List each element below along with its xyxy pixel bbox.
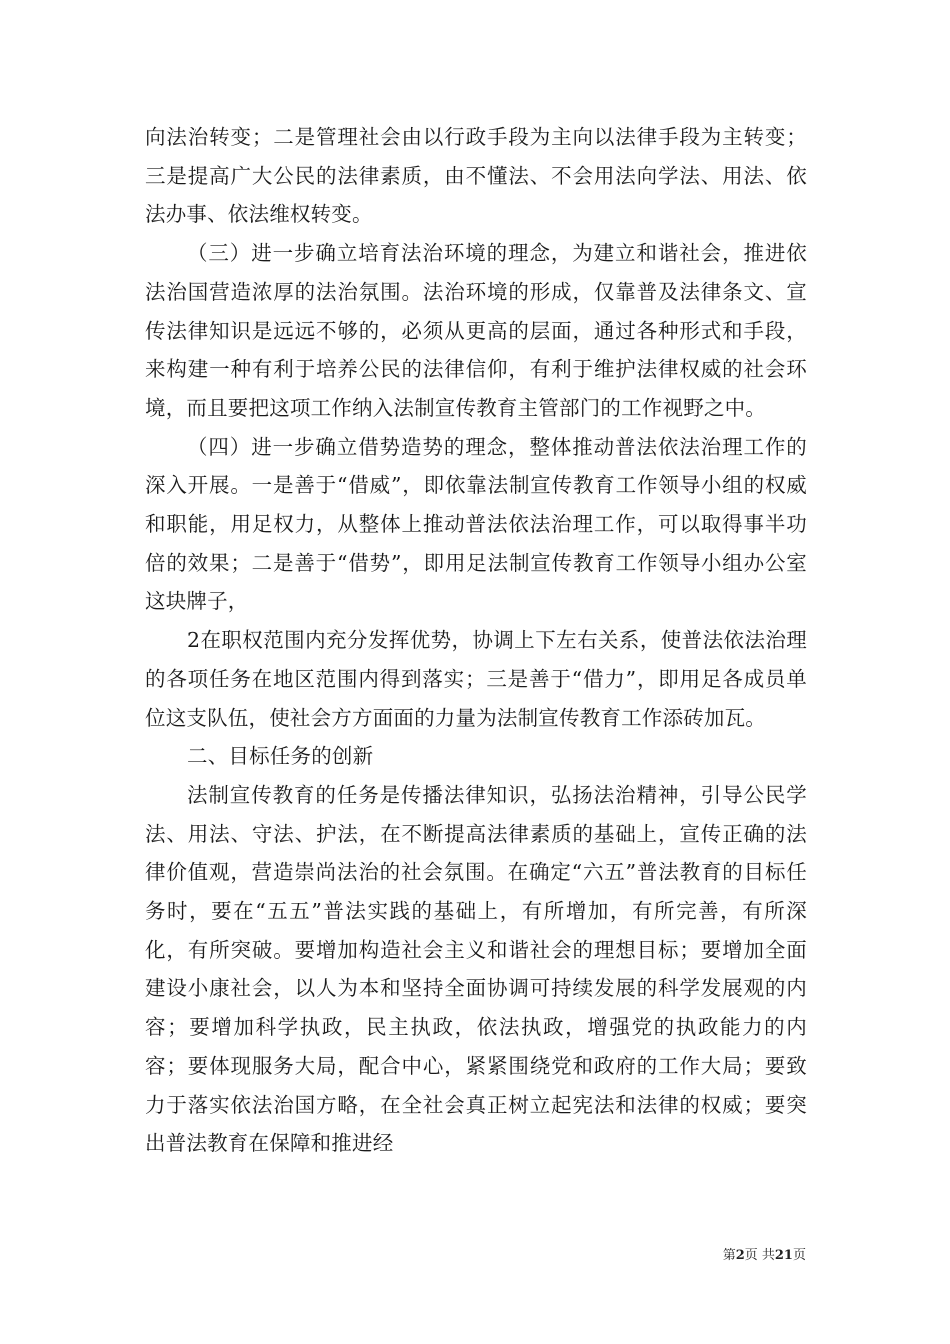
footer-suffix: 页 [792,1248,806,1263]
paragraph-point-three: （三）进一步确立培育法治环境的理念，为建立和谐社会，推进依法治国营造浓厚的法治氛围。法治环境的形成，仅靠普及法律条文、宣传法律知识是远远不够的，必须从更高的层面，通过各种形式和手段，来构建一种有利于培养公民的法律信仰，有利于维护法律权威的社会环境，而且要把这项工作纳入法制宣传教育主管部门的工作视野之中。 [145,241,807,420]
page-footer [0,1247,806,1265]
section-heading-goals: 二、目标任务的创新 [187,744,374,769]
document-body [145,118,807,1163]
paragraph-point-four: （四）进一步确立借势造势的理念，整体推动普法依法治理工作的深入开展。一是善于“借威”，即依靠法制宣传教育工作领导小组的权威和职能，用足权力，从整体上推动普法依法治理工作，可以取得事半功倍的效果；二是善于“借势”，即用足法制宣传教育工作领导小组办公室这块牌子， [145,434,807,614]
footer-middle: 页 共 [744,1248,775,1263]
paragraph-point-four-continued: 2在职权范围内充分发挥优势，协调上下左右关系，使普法依法治理的各项任务在地区范围内得到落实；三是善于“借力”，即用足各成员单位这支队伍，使社会方方面面的力量为法制宣传教育工作添砖加瓦。 [145,628,807,730]
paragraph-goals: 法制宣传教育的任务是传播法律知识，弘扬法治精神，引导公民学法、用法、守法、护法，在不断提高法律素质的基础上，宣传正确的法律价值观，营造崇尚法治的社会氛围。在确定“六五”普法教育的目标任务时，要在“五五”普法实践的基础上，有所增加，有所完善，有所深化，有所突破。要增加构造社会主义和谐社会的理想目标；要增加全面建设小康社会，以人为本和坚持全面协调可持续发展的科学发展观的内容；要增加科学执政，民主执政，依法执政，增强党的执政能力的内容；要体现服务大局，配合中心，紧紧围绕党和政府的工作大局；要致力于落实依法治国方略，在全社会真正树立起宪法和法律的权威；要突出普法教育在保障和推进经 [145,782,807,1156]
footer-prefix: 第 [722,1248,736,1263]
footer-total-pages: 21 [774,1248,793,1263]
paragraph-continued: 向法治转变；二是管理社会由以行政手段为主向以法律手段为主转变；三是提高广大公民的法律素质，由不懂法、不会用法向学法、用法、依法办事、依法维权转变。 [145,125,807,227]
footer-current-page: 2 [735,1248,745,1263]
